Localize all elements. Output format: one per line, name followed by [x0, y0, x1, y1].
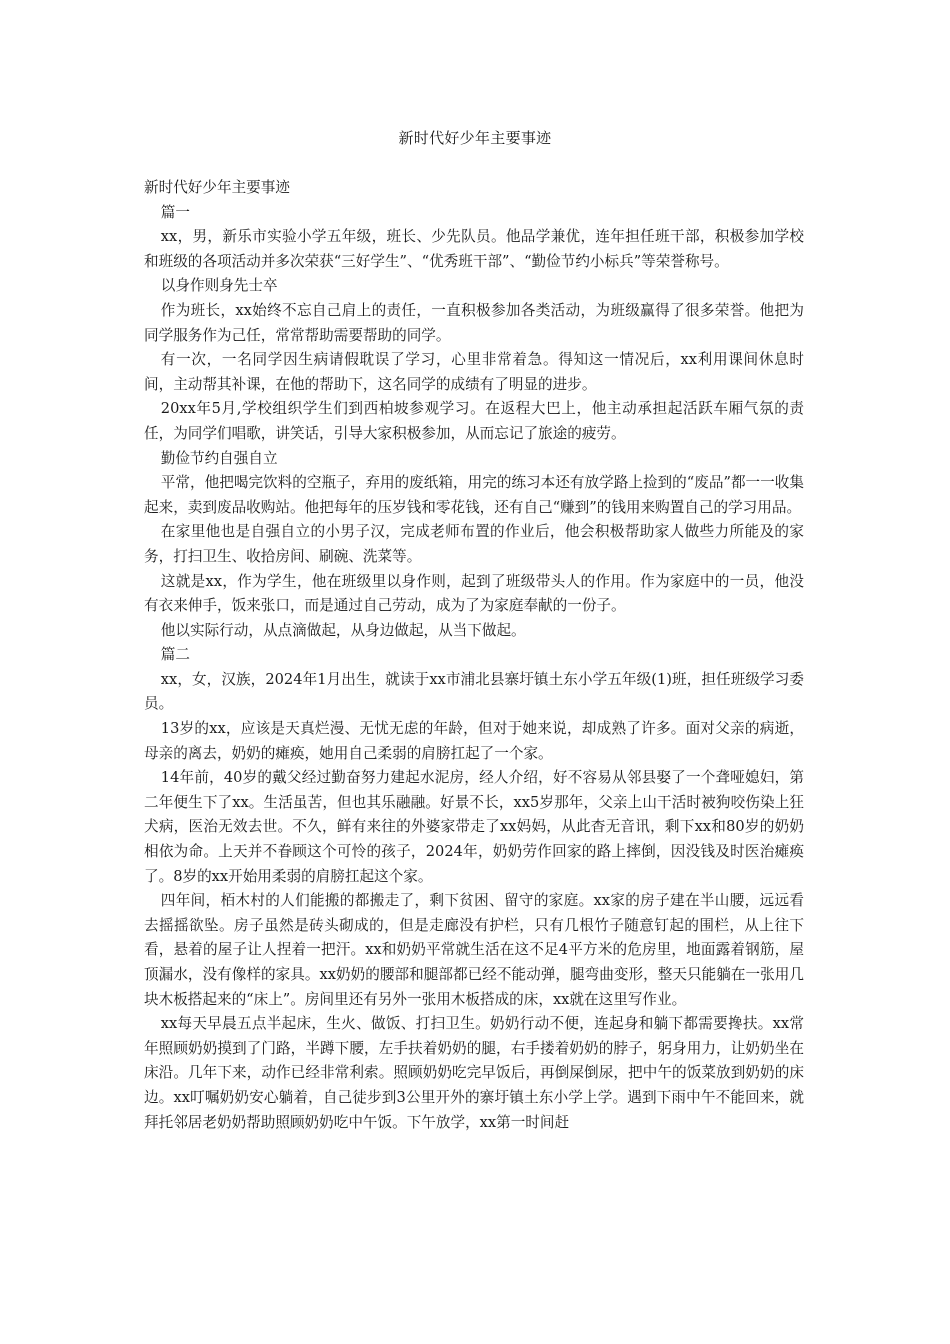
page-title: 新时代好少年主要事迹 [398, 129, 552, 147]
paragraph: 有一次，一名同学因生病请假耽误了学习，心里非常着急。得知这一情况后，xx利用课间休息时间，主动帮其补课，在他的帮助下，这名同学的成绩有了明显的进步。 [144, 351, 804, 393]
paragraph: 13岁的xx，应该是天真烂漫、无忧无虑的年龄，但对于她来说，却成熟了许多。面对父亲的病逝，母亲的离去，奶奶的瘫痪，她用自己柔弱的肩膀扛起了一个家。 [144, 720, 804, 762]
paragraph: xx，男，新乐市实验小学五年级，班长、少先队员。他品学兼优，连年担任班干部，积极参加学校和班级的各项活动并多次荣获“三好学生”、“优秀班干部”、“勤俭节约小标兵”等荣誉称号。 [144, 228, 804, 270]
paragraph: xx每天早晨五点半起床，生火、做饭、打扫卫生。奶奶行动不便，连起身和躺下都需要搀扶。xx常年照顾奶奶摸到了门路，半蹲下腰，左手扶着奶奶的腿，右手搂着奶奶的脖子，躬身用力，让奶奶坐在床沿。几年下来，动作已经非常利索。照顾奶奶吃完早饭后，再倒屎倒尿，把中午的饭菜放到奶奶的床边。xx叮嘱奶奶安心躺着，自己徒步到3公里开外的寨圩镇土东小学上学。遇到下雨中午不能回来，就拜托邻居老奶奶帮助照顾奶奶吃中午饭。下午放学，xx第一时间赶 [144, 1015, 804, 1131]
paragraph: 平常，他把喝完饮料的空瓶子，弃用的废纸箱，用完的练习本还有放学路上捡到的“废品”都一一收集起来，卖到废品收购站。他把每年的压岁钱和零花钱，还有自己“赚到”的钱用来购置自己的学习用品。 [144, 474, 804, 516]
paragraph: xx，女，汉族，2024年1月出生，就读于xx市浦北县寨圩镇土东小学五年级(1)班，担任班级学习委员。 [144, 670, 804, 713]
paragraph: 14年前，40岁的戴父经过勤奋努力建起水泥房，经人介绍，好不容易从邻县娶了一个聋哑媳妇，第二年便生下了xx。生活虽苦，但也其乐融融。好景不长，xx5岁那年，父亲上山干活时被狗咬伤染上狂犬病，医治无效去世。不久，鲜有来往的外婆家带走了xx妈妈，从此杳无音讯，剩下xx和80岁的奶奶相依为命。上天并不眷顾这个可怜的孩子，2024年，奶奶劳作回家的路上摔倒，因没钱及时医治瘫痪了。8岁的xx开始用柔弱的肩膀扛起这个家。 [144, 769, 804, 885]
section-heading-part-two: 篇二 [160, 646, 190, 664]
paragraph: 20xx年5月,学校组织学生们到西柏坡参观学习。在返程大巴上，他主动承担起活跃车厢气氛的责任，为同学们唱歌，讲笑话，引导大家积极参加，从而忘记了旅途的疲劳。 [144, 400, 804, 442]
section-heading: 勤俭节约自强自立 [160, 449, 278, 467]
document-subtitle: 新时代好少年主要事迹 [144, 179, 290, 196]
paragraph: 这就是xx，作为学生，他在班级里以身作则，起到了班级带头人的作用。作为家庭中的一员，他没有衣来伸手，饭来张口，而是通过自己劳动，成为了为家庭奉献的一份子。 [144, 572, 804, 615]
paragraph: 四年间，栢木村的人们能搬的都搬走了，剩下贫困、留守的家庭。xx家的房子建在半山腰，远远看去摇摇欲坠。房子虽然是砖头砌成的，但是走廊没有护栏，只有几根竹子随意钉起的围栏，从上往下看，悬着的屋子让人捏着一把汗。xx和奶奶平常就生活在这不足4平方米的危房里，地面露着钢筋，屋顶漏水，没有像样的家具。xx奶奶的腰部和腿部都已经不能动弹，腿弯曲变形，整天只能躺在一张用几块木板搭起来的“床上”。房间里还有另外一张用木板搭成的床，xx就在这里写作业。 [144, 892, 804, 1008]
section-heading: 以身作则身先士卒 [160, 277, 278, 295]
paragraph: 在家里他也是自强自立的小男子汉，完成老师布置的作业后，他会积极帮助家人做些力所能及的家务，打扫卫生、收拾房间、刷碗、洗菜等。 [144, 523, 804, 565]
paragraph: 他以实际行动，从点滴做起，从身边做起，从当下做起。 [160, 621, 526, 639]
section-heading-part-one: 篇一 [160, 203, 190, 221]
paragraph: 作为班长，xx始终不忘自己肩上的责任，一直积极参加各类活动，为班级赢得了很多荣誉。他把为同学服务作为己任，常常帮助需要帮助的同学。 [144, 301, 804, 344]
document-body [144, 176, 804, 1135]
